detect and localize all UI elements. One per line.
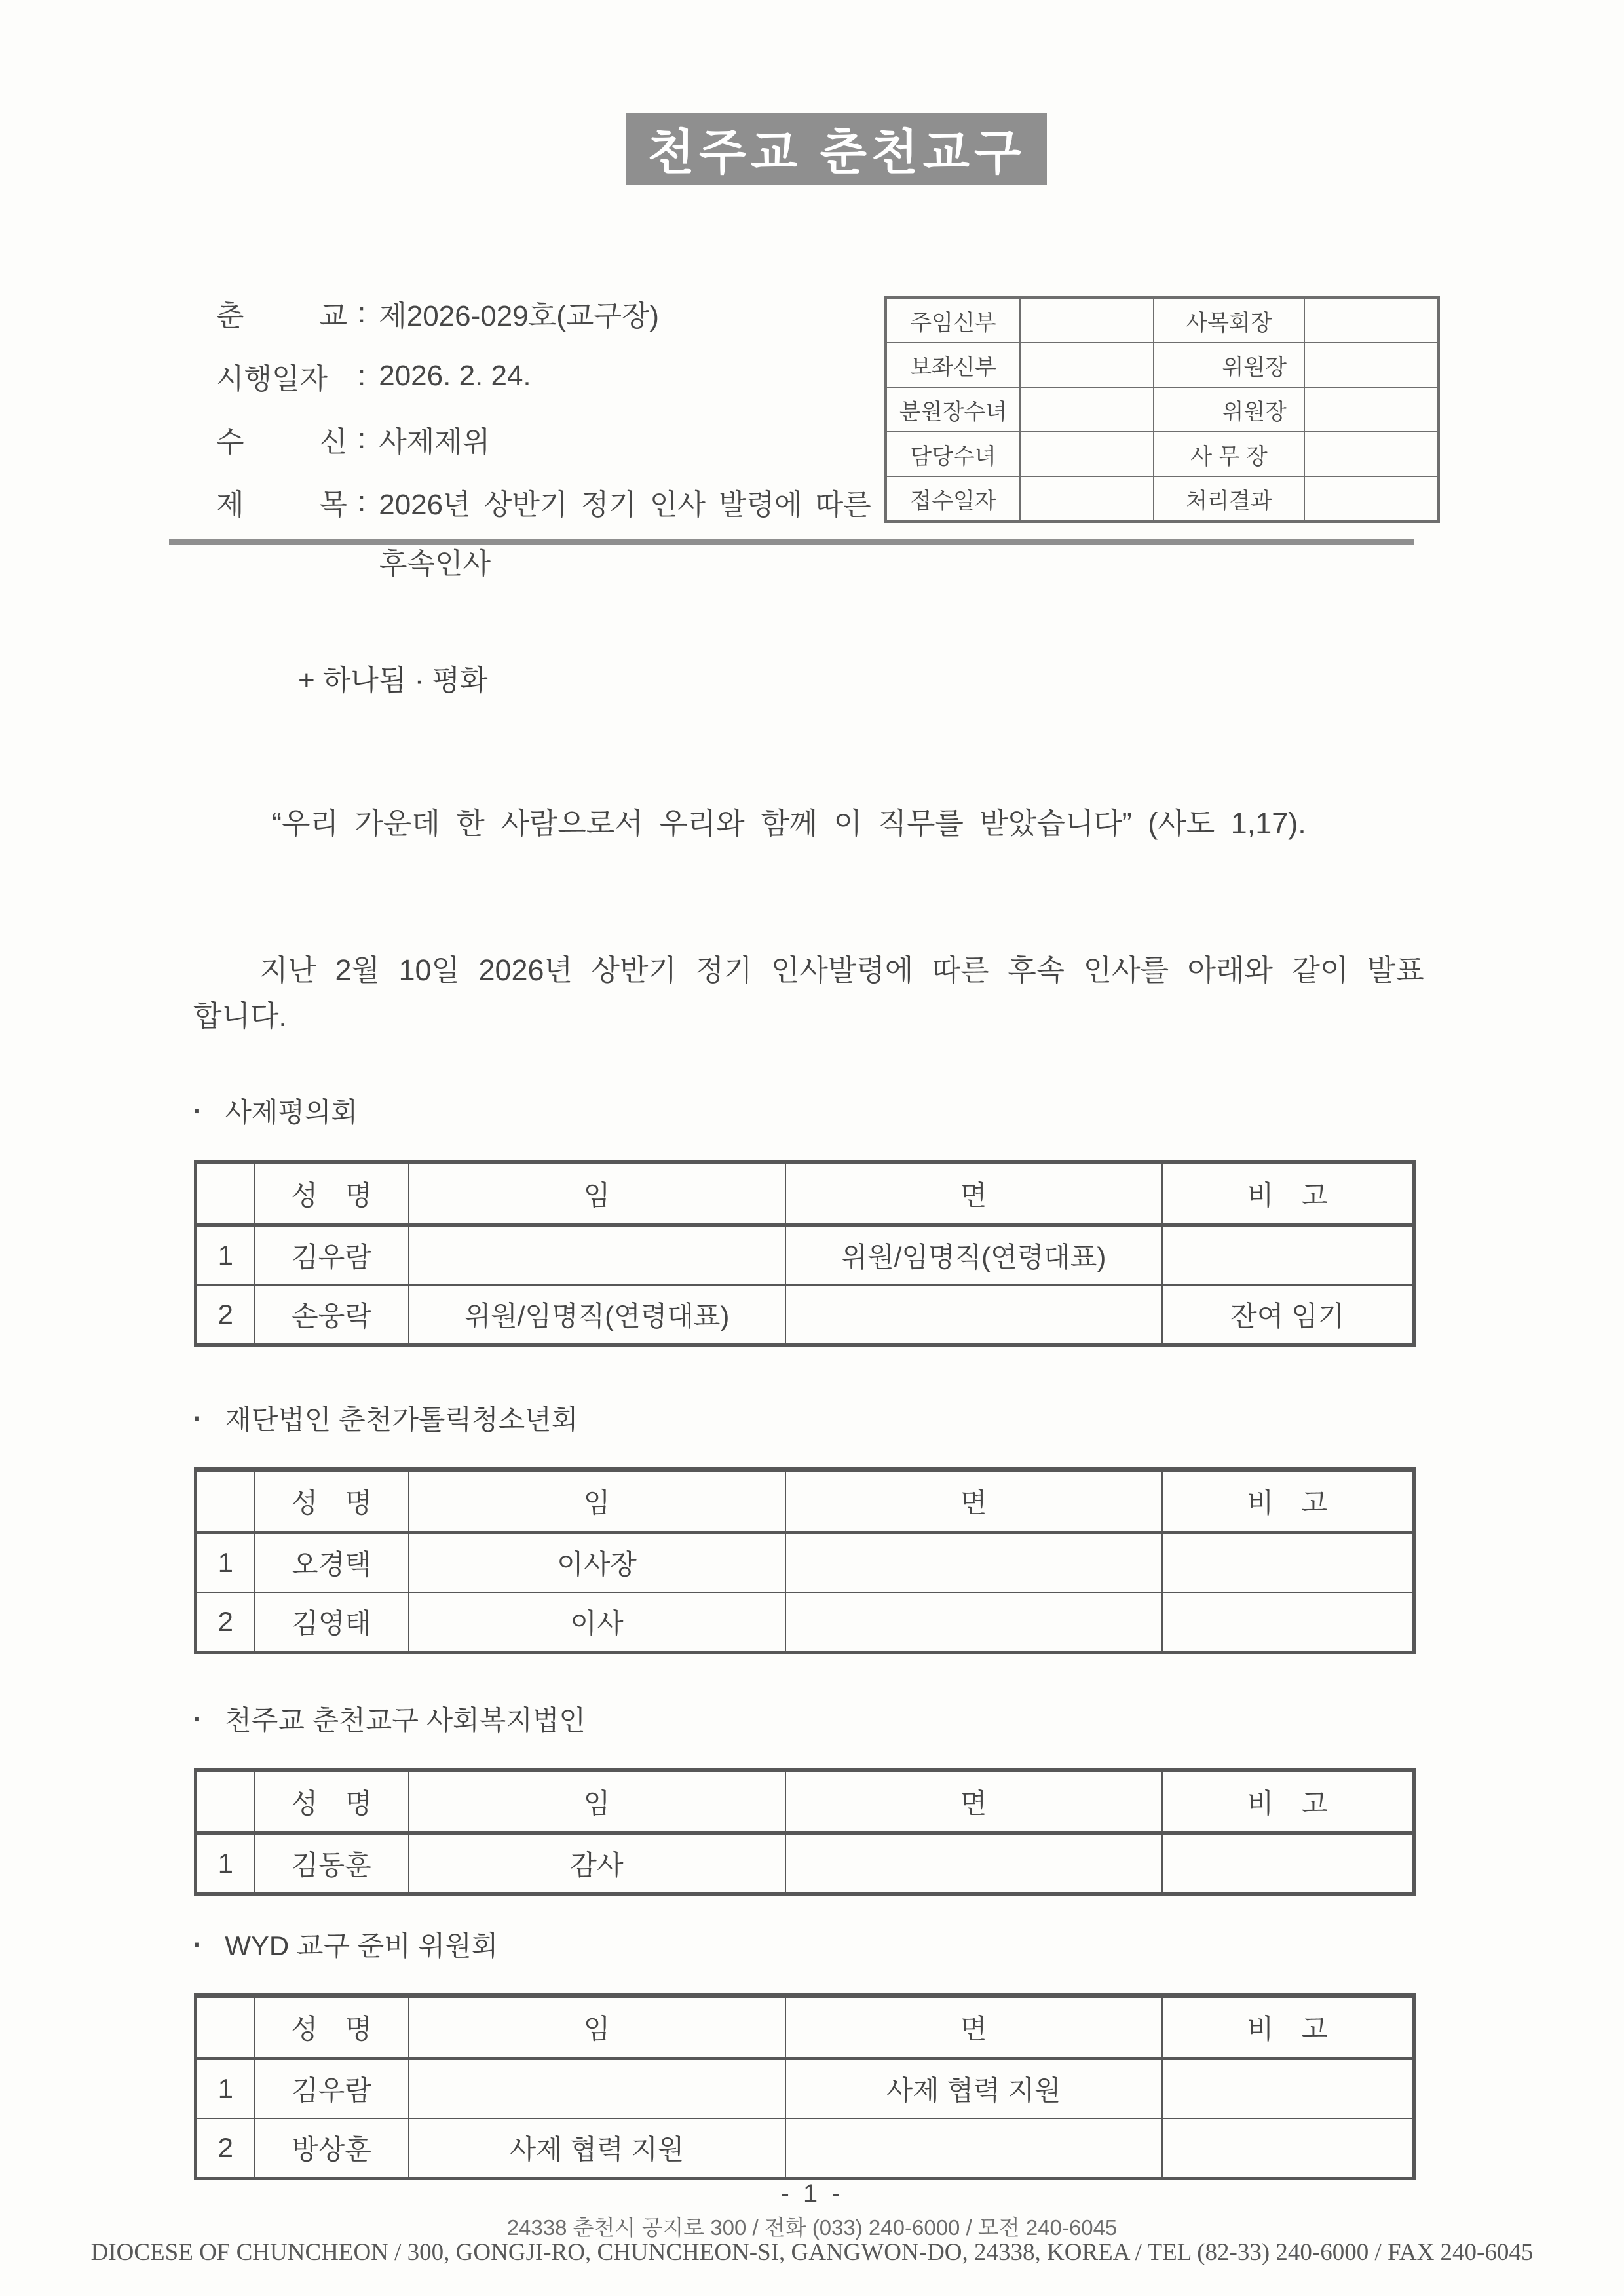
cell-appointed <box>409 2059 785 2119</box>
cell-dismissed <box>785 1533 1162 1593</box>
approval-label-cell: 주임신부 <box>886 297 1020 343</box>
header-no <box>196 1770 255 1833</box>
approval-label-cell: 보좌신부 <box>886 343 1020 387</box>
label-char: 신 <box>319 426 347 458</box>
approval-label-cell: 사 무 장 <box>1154 432 1304 476</box>
cell-dismissed <box>785 1833 1162 1894</box>
approval-sign-cell <box>1020 297 1154 343</box>
section-title: 재단법인 춘천가톨릭청소년회 <box>225 1404 578 1435</box>
header-dismissed: 면 <box>785 1470 1162 1533</box>
roster-table <box>194 1467 1416 1654</box>
approval-sign-cell <box>1304 476 1439 522</box>
approval-row <box>886 476 1439 522</box>
header-note: 비 고 <box>1162 1996 1414 2059</box>
recipient-label <box>216 418 347 460</box>
header-appointed: 임 <box>409 1996 785 2059</box>
colon: : <box>358 423 366 455</box>
diocese-logo <box>626 113 1047 185</box>
cell-dismissed: 위원/임명직(연령대표) <box>785 1225 1162 1286</box>
cell-appointed: 이사 <box>409 1592 785 1653</box>
roster-row <box>196 1833 1414 1894</box>
header-name: 성 명 <box>255 1996 409 2059</box>
colon: : <box>358 297 366 329</box>
section-header <box>194 1093 1415 1128</box>
cell-no: 1 <box>196 1533 255 1593</box>
cell-no: 2 <box>196 1592 255 1653</box>
approval-label-cell: 접수일자 <box>886 476 1020 522</box>
cell-no: 2 <box>196 2118 255 2179</box>
doc-number-row <box>216 282 871 345</box>
section-title: 천주교 춘천교구 사회복지법인 <box>225 1705 586 1736</box>
header-dismissed: 면 <box>785 1162 1162 1225</box>
section-social-welfare <box>194 1701 1415 1896</box>
approval-label-cell: 위원장 <box>1154 343 1304 387</box>
footer-address-korean: 24338 춘천시 공지로 300 / 전화 (033) 240-6000 / 모전 240-6045 <box>506 2215 1118 2240</box>
roster-row <box>196 2059 1414 2119</box>
body-paragraph-line2: 합니다. <box>193 999 287 1033</box>
cell-appointed: 사제 협력 지원 <box>409 2118 785 2179</box>
cell-appointed: 위원/임명직(연령대표) <box>409 1285 785 1345</box>
recipient-row <box>216 408 871 470</box>
section-bullet-icon: ▪ <box>194 1407 200 1428</box>
cell-appointed: 감사 <box>409 1833 785 1894</box>
header-no <box>196 1470 255 1533</box>
roster-row <box>196 1592 1414 1653</box>
roster-header-row <box>196 1162 1414 1225</box>
cell-no: 2 <box>196 1285 255 1345</box>
approval-label-cell: 위원장 <box>1154 387 1304 432</box>
cell-appointed <box>409 1225 785 1286</box>
approval-sign-cell <box>1304 432 1439 476</box>
section-title: 사제평의회 <box>225 1097 358 1128</box>
approval-label-cell: 사목회장 <box>1154 297 1304 343</box>
roster-row <box>196 2118 1414 2179</box>
cell-dismissed <box>785 2118 1162 2179</box>
cell-appointed: 이사장 <box>409 1533 785 1593</box>
doc-number-value: 제2026-029호(교구장) <box>379 300 660 332</box>
cell-dismissed <box>785 1285 1162 1345</box>
page-number: - 1 - <box>780 2179 844 2208</box>
approval-label-cell: 분원장수녀 <box>886 387 1020 432</box>
cell-name: 방상훈 <box>255 2118 409 2179</box>
roster-header-row <box>196 1470 1414 1533</box>
roster-header-row <box>196 1996 1414 2059</box>
roster-header-row <box>196 1770 1414 1833</box>
cell-note <box>1162 1833 1414 1894</box>
approval-row <box>886 387 1439 432</box>
header-dismissed: 면 <box>785 1770 1162 1833</box>
approval-sign-cell <box>1020 432 1154 476</box>
body-paragraph-line1: 지난 2월 10일 2026년 상반기 정기 인사발령에 따른 후속 인사를 아래와 같이 발표 <box>259 953 1424 987</box>
scripture-quote: “우리 가운데 한 사람으로서 우리와 함께 이 직무를 받았습니다” (사도 1,17). <box>272 807 1306 840</box>
date-label <box>216 355 347 397</box>
header-no <box>196 1162 255 1225</box>
cell-no: 1 <box>196 1225 255 1286</box>
greeting-line: + 하나됨 · 평화 <box>298 664 488 697</box>
subject-value: 2026년 상반기 정기 인사 발령에 따른 <box>379 489 871 521</box>
approval-sign-cell <box>1304 387 1439 432</box>
approval-stamp-table <box>884 296 1440 523</box>
approval-row <box>886 297 1439 343</box>
label-char: 목 <box>319 489 347 521</box>
section-bullet-icon: ▪ <box>194 1708 200 1729</box>
label-char: 제 <box>216 489 244 521</box>
label-char: 교 <box>319 300 347 332</box>
label-char: 춘 <box>216 300 244 332</box>
subject-row <box>216 470 871 533</box>
roster-table <box>194 1993 1416 2180</box>
approval-sign-cell <box>1304 297 1439 343</box>
section-header <box>194 1400 1415 1436</box>
cell-no: 1 <box>196 2059 255 2119</box>
cell-note: 잔여 임기 <box>1162 1285 1414 1345</box>
section-header <box>194 1701 1415 1736</box>
approval-row <box>886 343 1439 387</box>
cell-name: 오경택 <box>255 1533 409 1593</box>
approval-label-cell: 처리결과 <box>1154 476 1304 522</box>
approval-label-cell: 담당수녀 <box>886 432 1020 476</box>
cell-dismissed <box>785 1592 1162 1653</box>
cell-name: 손웅락 <box>255 1285 409 1345</box>
section-bullet-icon: ▪ <box>194 1100 200 1120</box>
colon: : <box>358 486 366 518</box>
recipient-value: 사제제위 <box>379 426 491 458</box>
header-name: 성 명 <box>255 1162 409 1225</box>
header-appointed: 임 <box>409 1162 785 1225</box>
approval-sign-cell <box>1304 343 1439 387</box>
approval-sign-cell <box>1020 476 1154 522</box>
header-name: 성 명 <box>255 1770 409 1833</box>
header-divider <box>169 539 1414 545</box>
cell-name: 김동훈 <box>255 1833 409 1894</box>
subject-label <box>216 481 347 523</box>
header-no <box>196 1996 255 2059</box>
roster-row <box>196 1285 1414 1345</box>
cell-note <box>1162 1592 1414 1653</box>
header-note: 비 고 <box>1162 1470 1414 1533</box>
cell-name: 김우람 <box>255 2059 409 2119</box>
section-title: WYD 교구 준비 위원회 <box>225 1930 499 1961</box>
section-bullet-icon: ▪ <box>194 1934 200 1954</box>
roster-row <box>196 1225 1414 1286</box>
section-wyd-committee <box>194 1926 1415 2180</box>
header-appointed: 임 <box>409 1770 785 1833</box>
cell-note <box>1162 2059 1414 2119</box>
roster-row <box>196 1533 1414 1593</box>
subject-value-line2: 후속인사 <box>379 548 491 580</box>
cell-name: 김영태 <box>255 1592 409 1653</box>
header-note: 비 고 <box>1162 1162 1414 1225</box>
label-text: 시행일자 <box>216 363 328 395</box>
date-value: 2026. 2. 24. <box>379 360 531 392</box>
logo-text: 천주교 춘천교구 <box>647 125 1026 180</box>
date-row <box>216 345 871 408</box>
cell-dismissed: 사제 협력 지원 <box>785 2059 1162 2119</box>
section-youth-foundation <box>194 1400 1415 1654</box>
footer-address-english: DIOCESE OF CHUNCHEON / 300, GONGJI-RO, CHUNCHEON-SI, GANGWON-DO, 24338, KOREA / TEL (82-33) 240-6000 / FAX 240-6045 <box>90 2239 1534 2266</box>
cell-note <box>1162 1225 1414 1286</box>
cell-note <box>1162 1533 1414 1593</box>
colon: : <box>358 360 366 392</box>
approval-sign-cell <box>1020 343 1154 387</box>
approval-row <box>886 432 1439 476</box>
section-header <box>194 1926 1415 1962</box>
header-dismissed: 면 <box>785 1996 1162 2059</box>
cell-name: 김우람 <box>255 1225 409 1286</box>
roster-table <box>194 1160 1416 1347</box>
label-char: 수 <box>216 426 244 458</box>
header-appointed: 임 <box>409 1470 785 1533</box>
doc-number-label <box>216 292 347 334</box>
header-name: 성 명 <box>255 1470 409 1533</box>
cell-note <box>1162 2118 1414 2179</box>
roster-table <box>194 1768 1416 1896</box>
cell-no: 1 <box>196 1833 255 1894</box>
header-note: 비 고 <box>1162 1770 1414 1833</box>
approval-sign-cell <box>1020 387 1154 432</box>
section-priests-council <box>194 1093 1415 1347</box>
